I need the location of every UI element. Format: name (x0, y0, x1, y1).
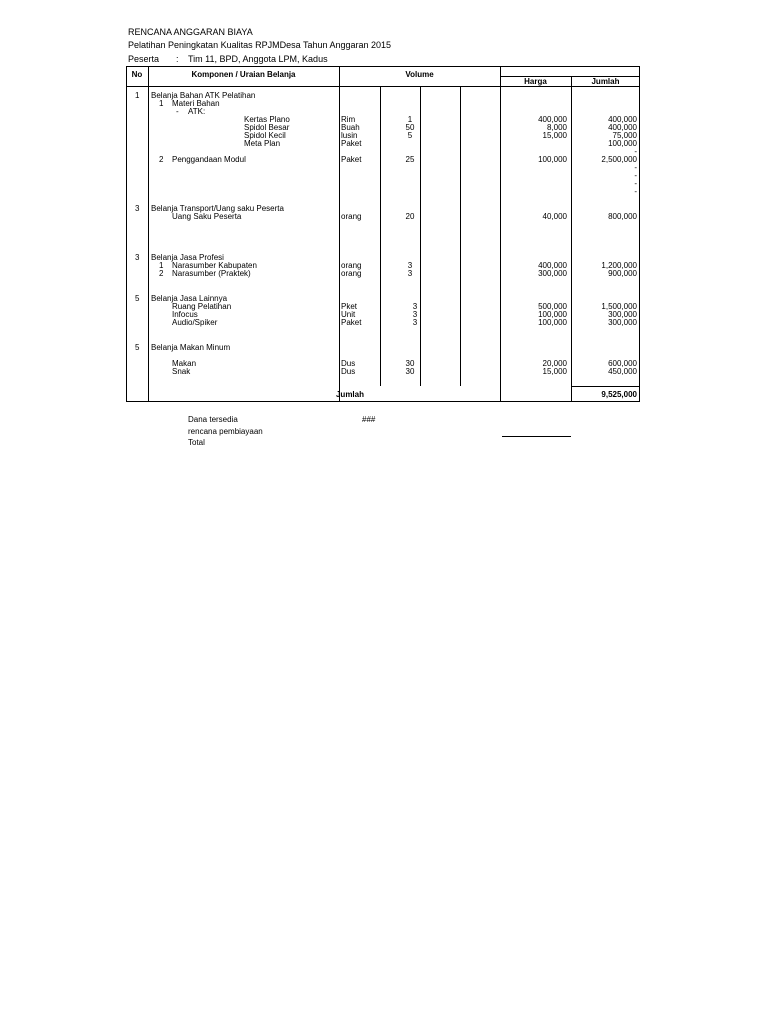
item-amount: 1,200,000 (601, 261, 637, 270)
item-price: 400,000 (538, 261, 567, 270)
participants-label: Peserta (128, 54, 160, 64)
total-label: Jumlah (335, 390, 364, 399)
item-price: 100,000 (538, 318, 567, 327)
financing-plan-label: rencana pembiayaan (188, 427, 263, 436)
section-title: Belanja Transport/Uang saku Peserta (151, 204, 284, 213)
bullet-title: ATK: (188, 107, 206, 116)
item-name: Narasumber Kabupaten (172, 261, 257, 270)
item-qty: 30 (405, 367, 415, 376)
subsection-number: 1 (159, 99, 164, 108)
empty-dash: - (634, 179, 637, 188)
item-unit: orang (341, 261, 362, 270)
section-number: 3 (135, 204, 140, 213)
subsection-title: Penggandaan Modul (172, 155, 246, 164)
empty-dash: - (634, 171, 637, 180)
table-divider (571, 386, 640, 387)
section-title: Belanja Makan Minum (151, 343, 231, 352)
item-qty: 1 (407, 115, 413, 124)
item-amount: 600,000 (608, 359, 637, 368)
item-qty: 3 (412, 302, 418, 311)
item-amount: 75,000 (612, 131, 637, 140)
item-name: Kertas Plano (244, 115, 290, 124)
document-subtitle: Pelatihan Peningkatan Kualitas RPJMDesa Tahun Anggaran 2015 (128, 40, 392, 50)
item-unit: Pket (341, 302, 358, 311)
item-amount: 400,000 (608, 123, 637, 132)
item-unit: Dus (341, 359, 356, 368)
subsection-title: Materi Bahan (172, 99, 220, 108)
section-number: 1 (135, 91, 140, 100)
item-unit: orang (341, 212, 362, 221)
item-name: Meta Plan (244, 139, 281, 148)
item-price: 15,000 (542, 131, 567, 140)
item-amount: 400,000 (608, 115, 637, 124)
item-unit: Paket (341, 155, 362, 164)
header-price: Harga (524, 77, 547, 86)
item-qty: 30 (405, 359, 415, 368)
total-value: 9,525,000 (601, 390, 637, 399)
participants-value: Tim 11, BPD, Anggota LPM, Kadus (188, 54, 328, 64)
item-unit: Paket (341, 318, 362, 327)
item-name: Audio/Spiker (172, 318, 218, 327)
document-title: RENCANA ANGGARAN BIAYA (128, 27, 253, 37)
item-name: Ruang Pelatihan (172, 302, 232, 311)
item-price: 20,000 (542, 359, 567, 368)
header-amount: Jumlah (591, 77, 620, 86)
item-amount: 1,500,000 (601, 302, 637, 311)
available-funds-label: Dana tersedia (188, 415, 238, 424)
bullet: - (176, 107, 179, 116)
item-price: 8,000 (546, 123, 567, 132)
item-number: 2 (159, 269, 164, 278)
item-amount: 2,500,000 (601, 155, 637, 164)
empty-dash: - (634, 163, 637, 172)
table-divider (460, 86, 461, 386)
header-component: Komponen / Uraian Belanja (191, 70, 296, 79)
item-amount: 100,000 (608, 139, 637, 148)
item-unit: Dus (341, 367, 356, 376)
item-qty: 3 (407, 269, 413, 278)
item-number: 1 (159, 261, 164, 270)
table-divider (380, 86, 381, 386)
item-amount: 300,000 (608, 318, 637, 327)
item-price: 500,000 (538, 302, 567, 311)
item-name: Snak (172, 367, 191, 376)
item-name: Narasumber (Praktek) (172, 269, 251, 278)
table-divider (339, 66, 340, 402)
table-divider (126, 86, 640, 87)
item-name: Makan (172, 359, 197, 368)
item-name: Uang Saku Peserta (172, 212, 242, 221)
item-qty: 3 (407, 261, 413, 270)
item-unit: lusin (341, 131, 358, 140)
item-qty: 25 (405, 155, 415, 164)
subsection-number: 2 (159, 155, 164, 164)
empty-dash: - (634, 187, 637, 196)
grand-total-label: Total (188, 438, 205, 447)
item-unit: Rim (341, 115, 356, 124)
item-price: 300,000 (538, 269, 567, 278)
item-unit: Paket (341, 139, 362, 148)
empty-dash: - (634, 147, 637, 156)
signature-line (502, 436, 571, 437)
item-price: 40,000 (542, 212, 567, 221)
section-title: Belanja Jasa Profesi (151, 253, 224, 262)
item-unit: Buah (341, 123, 360, 132)
section-title: Belanja Bahan ATK Pelatihan (151, 91, 256, 100)
participants-colon: : (176, 54, 179, 64)
item-amount: 300,000 (608, 310, 637, 319)
item-amount: 800,000 (608, 212, 637, 221)
item-qty: 20 (405, 212, 415, 221)
item-name: Infocus (172, 310, 198, 319)
item-qty: 3 (412, 310, 418, 319)
table-divider (148, 66, 149, 402)
header-volume: Volume (405, 70, 434, 79)
item-qty: 3 (412, 318, 418, 327)
item-name: Spidol Kecil (244, 131, 286, 140)
header-no: No (131, 70, 143, 79)
item-name: Spidol Besar (244, 123, 290, 132)
item-price: 15,000 (542, 367, 567, 376)
item-qty: 5 (407, 131, 413, 140)
item-amount: 450,000 (608, 367, 637, 376)
item-amount: 900,000 (608, 269, 637, 278)
item-unit: orang (341, 269, 362, 278)
item-price: 100,000 (538, 155, 567, 164)
section-number: 3 (135, 253, 140, 262)
available-funds-value: ### (362, 415, 376, 424)
section-number: 5 (135, 343, 140, 352)
item-unit: Unit (341, 310, 356, 319)
item-price: 400,000 (538, 115, 567, 124)
section-title: Belanja Jasa Lainnya (151, 294, 228, 303)
item-qty: 50 (405, 123, 415, 132)
section-number: 5 (135, 294, 140, 303)
item-price: 100,000 (538, 310, 567, 319)
